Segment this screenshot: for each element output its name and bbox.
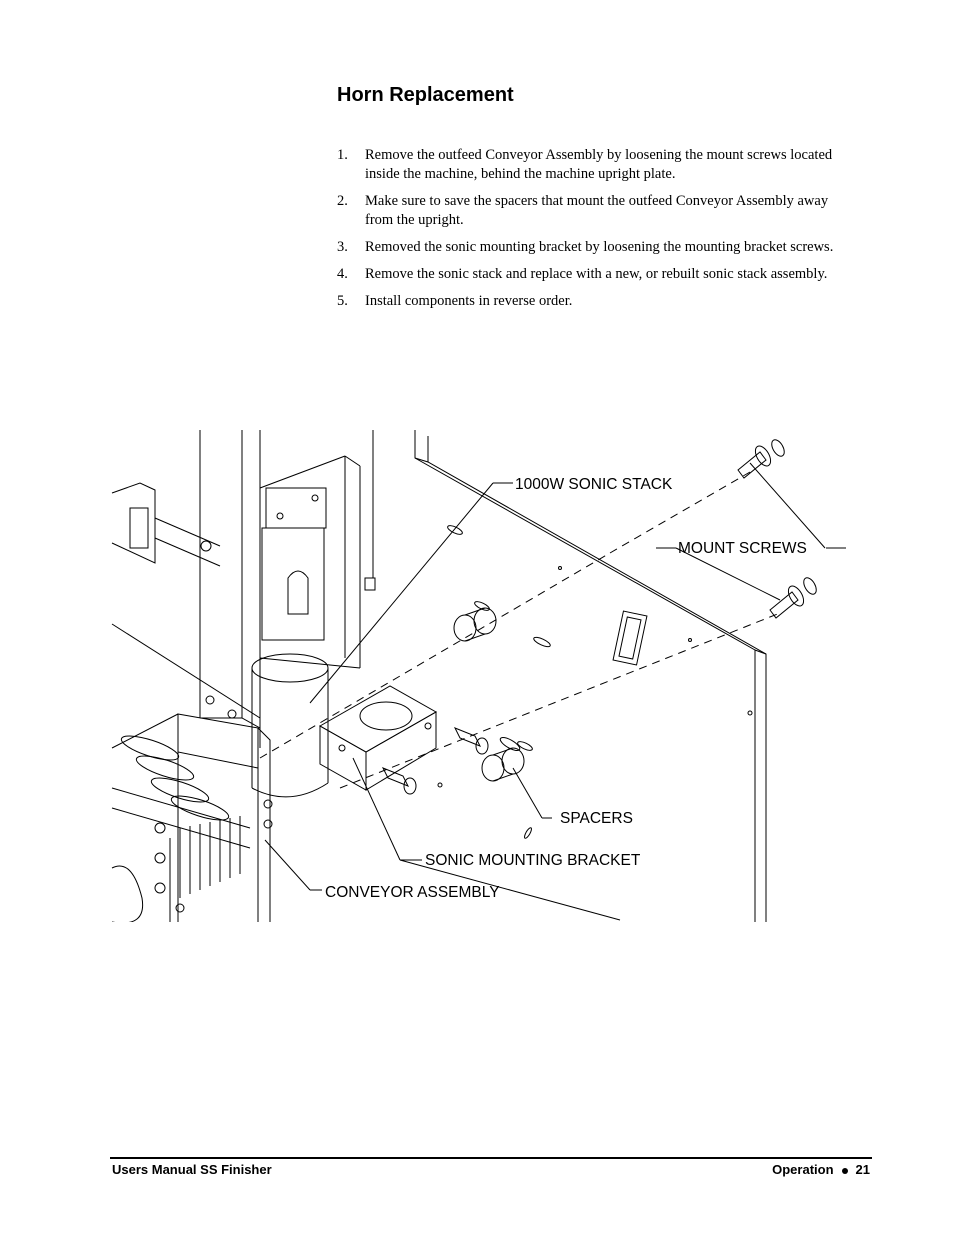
page-title: Horn Replacement (337, 84, 514, 106)
step-item (337, 192, 837, 230)
page-number: 21 (855, 1162, 870, 1177)
step-number: 4. (337, 266, 348, 282)
sonic-mounting-bracket (320, 686, 436, 790)
callout-mount-screws: MOUNT SCREWS (678, 540, 807, 557)
step-number: 5. (337, 293, 348, 309)
callout-sonic-mounting-bracket: SONIC MOUNTING BRACKET (425, 852, 641, 869)
step-text: Remove the sonic stack and replace with a new, or rebuilt sonic stack assembly. (365, 266, 828, 282)
step-item (337, 238, 837, 257)
step-text: Remove the outfeed Conveyor Assembly by loosening the mount screws located inside the machine, behind the machine upright plate. (365, 147, 833, 182)
step-number: 1. (337, 147, 348, 163)
spacers (454, 608, 524, 781)
conveyor-assembly (112, 483, 272, 922)
upright-plate (415, 430, 766, 922)
step-item (337, 292, 837, 311)
footer-section: Operation (772, 1162, 834, 1177)
bullet-icon (842, 1168, 848, 1174)
step-text: Removed the sonic mounting bracket by loosening the mounting bracket screws. (365, 239, 834, 255)
step-text: Install components in reverse order. (365, 293, 573, 309)
assembly-drawing (110, 428, 850, 922)
footer-page-info (772, 1162, 870, 1177)
alignment-lines (260, 472, 780, 788)
callout-conveyor-assembly: CONVEYOR ASSEMBLY (325, 884, 500, 901)
footer-rule (110, 1157, 872, 1159)
step-item (337, 146, 837, 184)
step-item (337, 265, 837, 284)
horn-replacement-diagram (110, 428, 850, 922)
callout-spacers: SPACERS (560, 810, 633, 827)
instruction-steps (337, 146, 837, 319)
footer-manual-title: Users Manual SS Finisher (112, 1162, 272, 1177)
sonic-stack (252, 488, 328, 797)
callout-sonic-stack: 1000W SONIC STACK (515, 476, 673, 493)
step-text: Make sure to save the spacers that mount the outfeed Conveyor Assembly away from the upright. (365, 193, 829, 228)
step-number: 2. (337, 193, 348, 209)
step-number: 3. (337, 239, 348, 255)
